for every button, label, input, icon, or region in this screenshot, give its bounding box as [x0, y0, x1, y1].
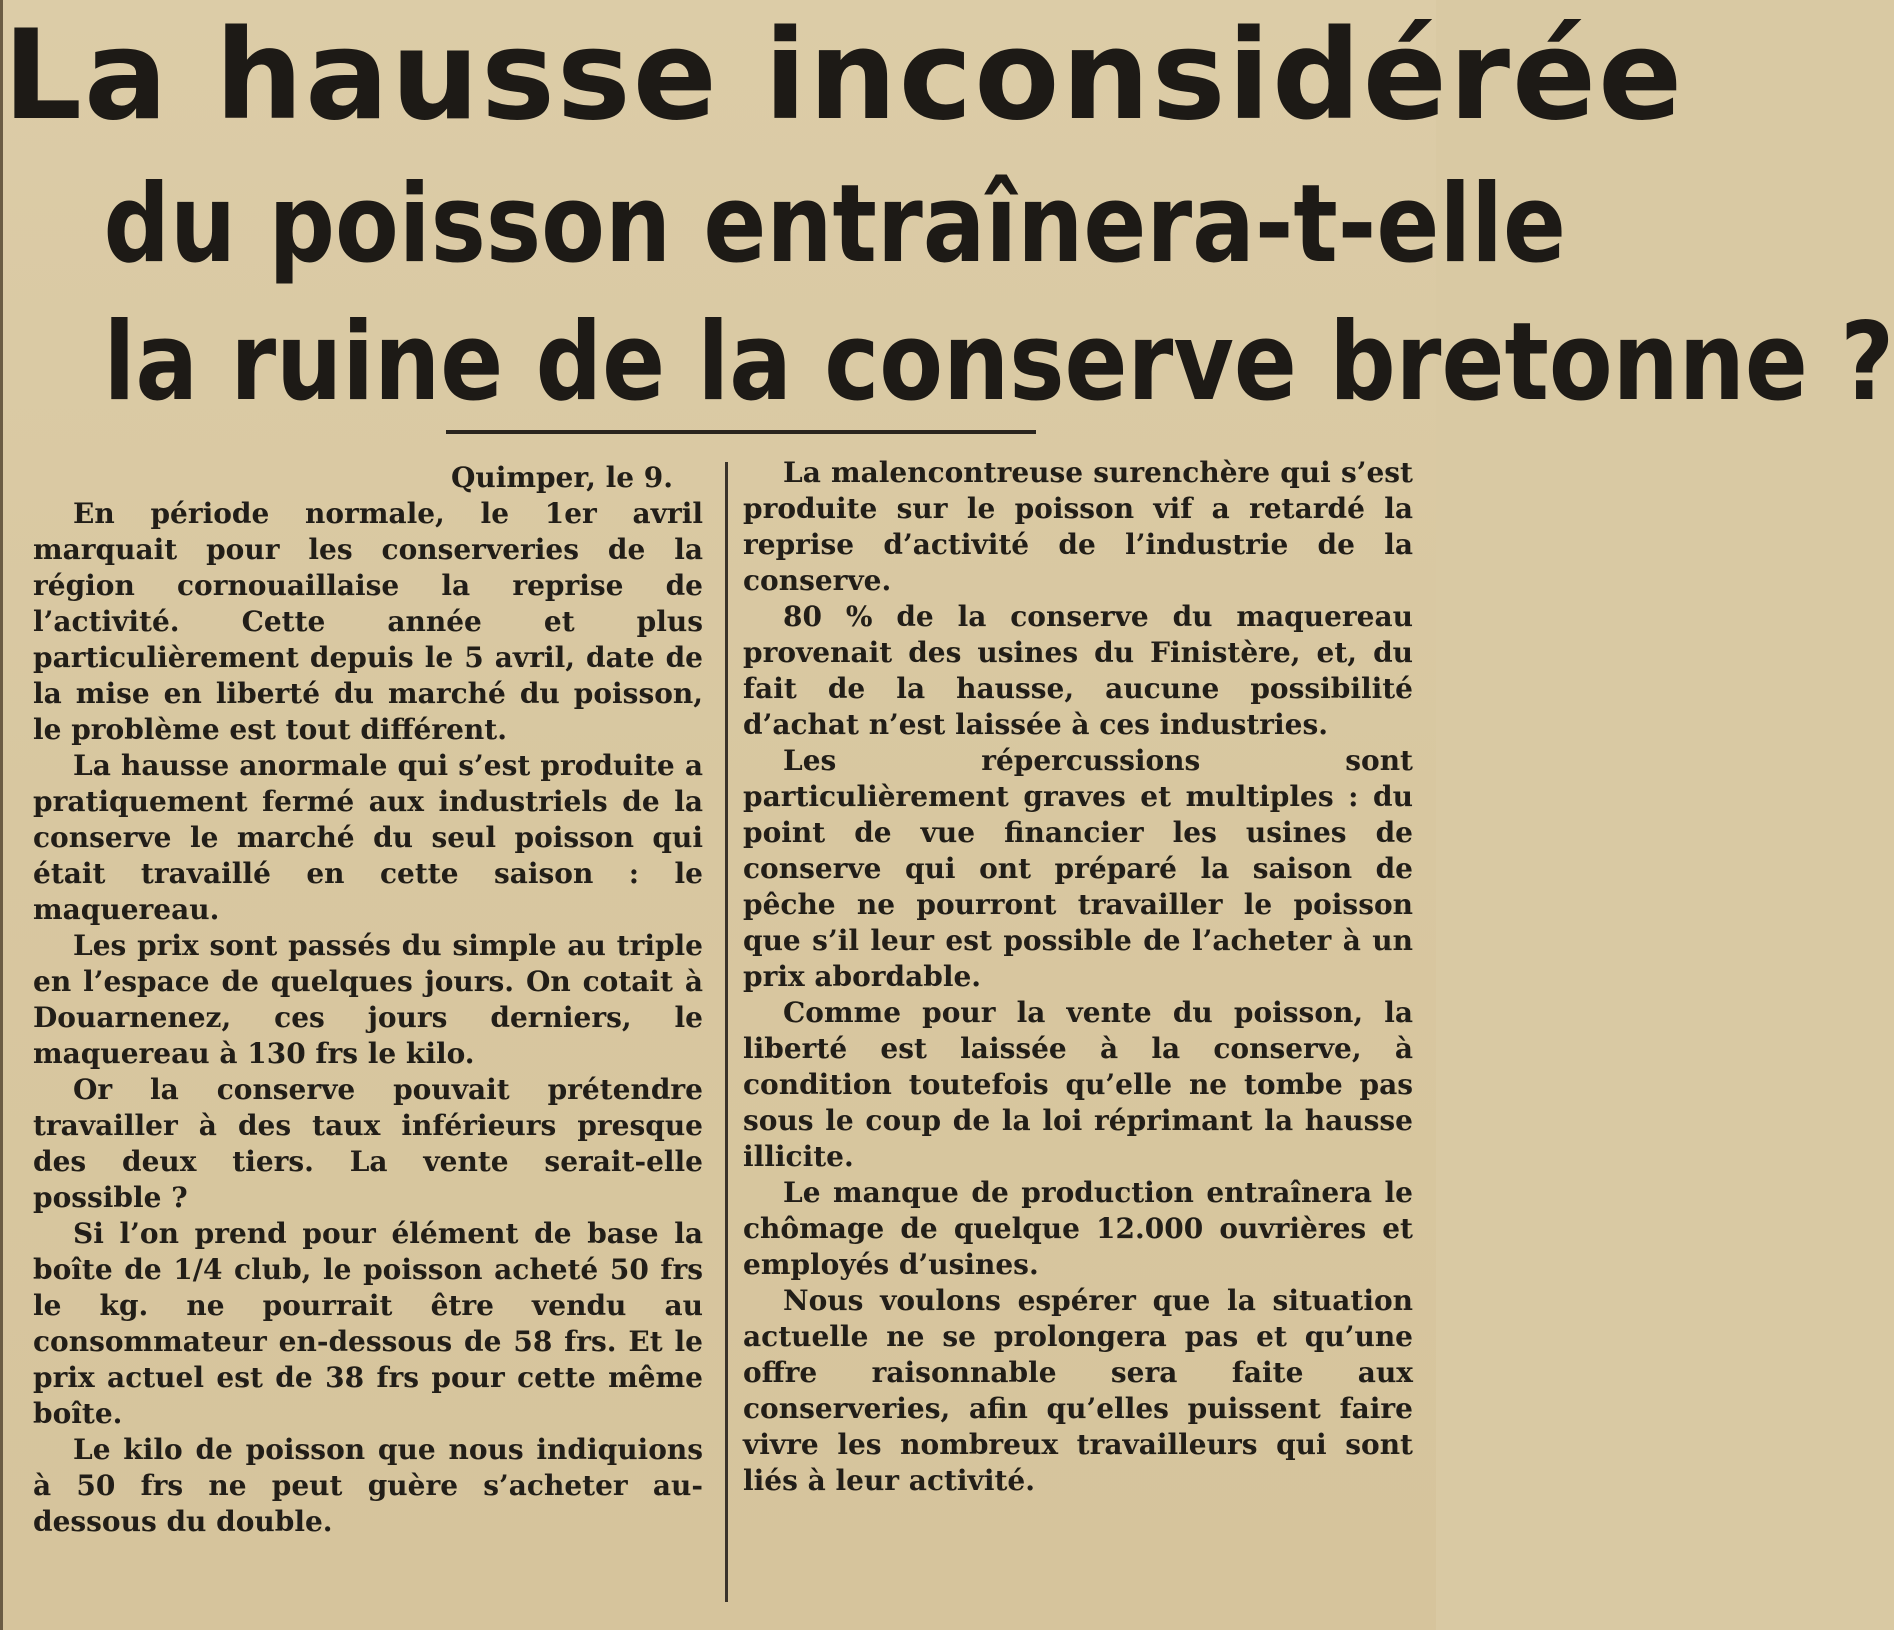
paragraph: Nous voulons espérer que la situation actuelle ne se prolongera pas et qu’une offre raisonnable sera faite aux conserveries, afin qu’elles puissent faire vivre les nombreux travailleurs qui sont liés à leur activité. — [743, 1284, 1413, 1497]
paragraph: Les répercussions sont particulièrement graves et multiples : du point de vue financier les usines de conserve qui ont préparé la saison de pêche ne pourront travailler le poisson que s’il leur est possible de l’acheter à un prix abordable. — [743, 744, 1413, 993]
headline-line-2: du poisson entraînera-t-elle — [103, 162, 1567, 287]
paragraph: Le manque de production entraînera le chômage de quelque 12.000 ouvrières et employés d’usines. — [743, 1176, 1413, 1281]
paragraph: La hausse anormale qui s’est produite a pratiquement fermé aux industriels de la conserve le marché du seul poisson qui était travaillé en cette saison : le maquereau. — [33, 749, 703, 926]
headline-line-3: la ruine de la conserve bretonne ? — [103, 300, 1894, 425]
article-column-right — [743, 455, 1413, 1499]
paragraph: Si l’on prend pour élément de base la boîte de 1/4 club, le poisson acheté 50 frs le kg. ne pourrait être vendu au consommateur en-dessous de 58 frs. Et le prix actuel est de 38 frs pour cette même boîte. — [33, 1217, 703, 1430]
paragraph: Le kilo de poisson que nous indiquions à 50 frs ne peut guère s’acheter au-dessous du double. — [33, 1433, 703, 1538]
headline-line-1: La hausse inconsidérée — [3, 4, 1685, 148]
paragraph: En période normale, le 1er avril marquait pour les conserveries de la région cornouaillaise la reprise de l’activité. Cette année et plus particulièrement depuis le 5 avril, date de la mise en liberté du marché du poisson, le problème est tout différent. — [33, 497, 703, 746]
headline-rule — [446, 430, 1036, 434]
dateline: Quimper, le 9. — [450, 461, 673, 494]
paragraph: 80 % de la conserve du maquereau provenait des usines du Finistère, et, du fait de la hausse, aucune possibilité d’achat n’est laissée à ces industries. — [743, 600, 1413, 741]
paragraph: Les prix sont passés du simple au triple en l’espace de quelques jours. On cotait à Douarnenez, ces jours derniers, le maquereau à 130 frs le kilo. — [33, 929, 703, 1070]
column-divider — [725, 462, 728, 1602]
paragraph: La malencontreuse surenchère qui s’est produite sur le poisson vif a retardé la reprise d’activité de l’industrie de la conserve. — [743, 456, 1413, 597]
paragraph: Or la conserve pouvait prétendre travailler à des taux inférieurs presque des deux tiers. La vente serait-elle possible ? — [33, 1073, 703, 1214]
paragraph: Comme pour la vente du poisson, la liberté est laissée à la conserve, à condition toutefois qu’elle ne tombe pas sous le coup de la loi réprimant la hausse illicite. — [743, 996, 1413, 1173]
article-column-left — [33, 460, 703, 1540]
